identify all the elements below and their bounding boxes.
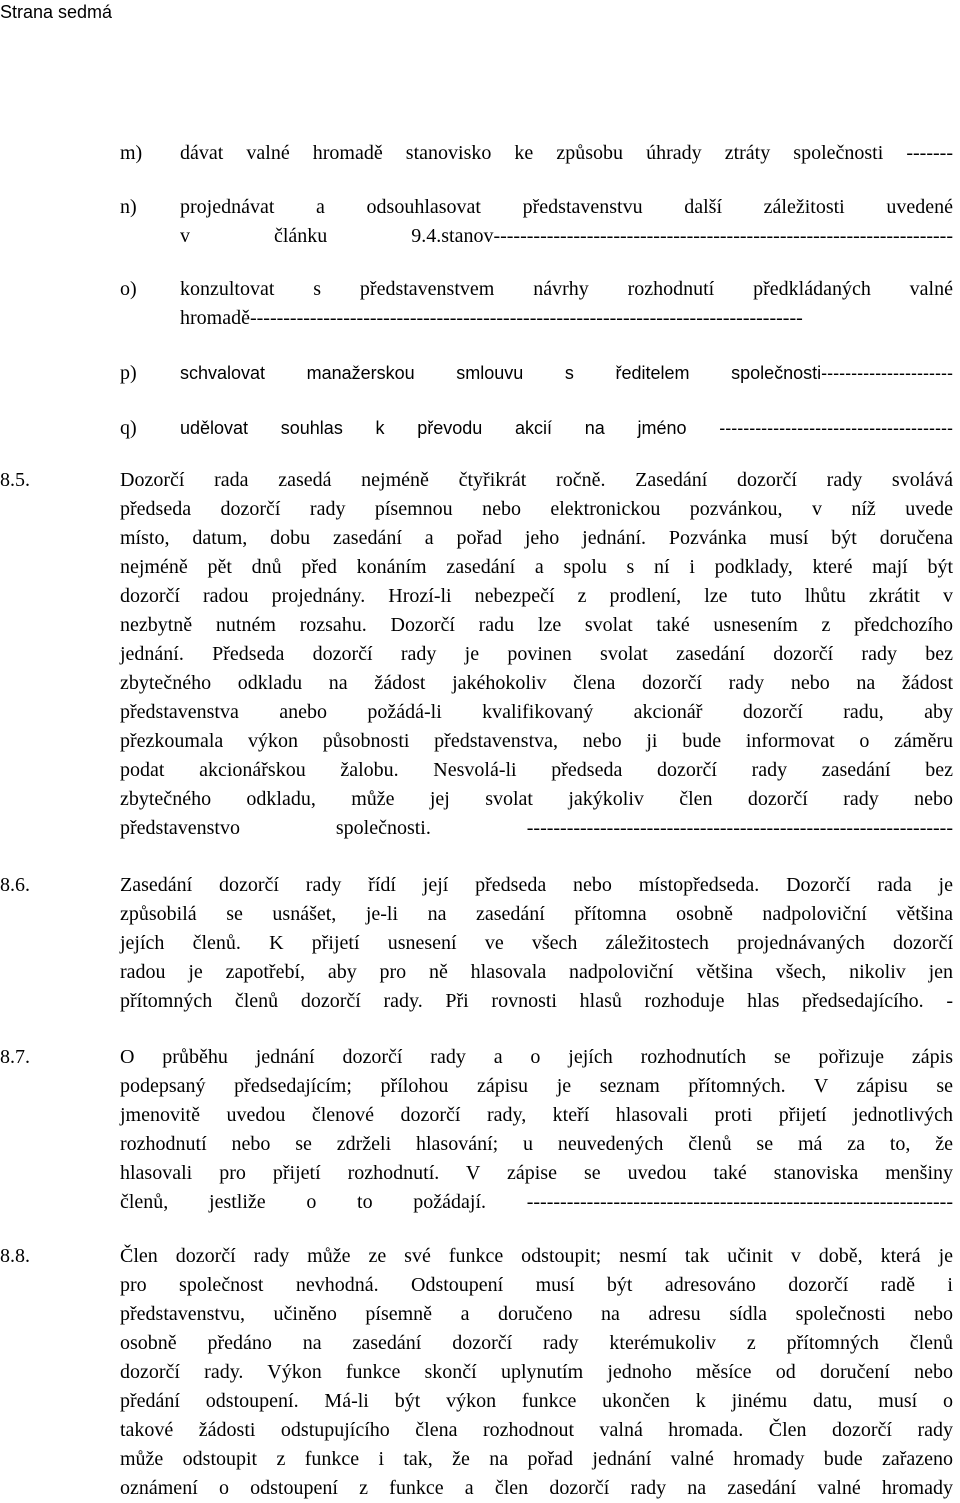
list-item-text: schvalovat manažerskou smlouvu s ředitelem společnosti---------------------- (180, 363, 953, 383)
section-text: O průběhu jednání dozorčí rady a o jejích rozhodnutích se pořizuje zápis podepsaný předsedajícím; přílohou zápisu je seznam přítomných. V zápisu se jmenovitě uvedou členové dozorčí rady, kteří hlasovali proti přijetí jednotlivých rozhodnutí nebo se zdrželi hlasování; u neuvedených členů se má za to, že hlasovali pro přijetí rozhodnutí. V zápise se uvedou také stanoviska menšiny členů, jestliže o to požádají. ---------------------------------------------------------------- (120, 1046, 953, 1213)
list-item-n (0, 193, 960, 251)
section-8-5 (0, 466, 960, 843)
list-item-label: o) (120, 278, 137, 300)
list-item-text: dávat valné hromadě stanovisko ke způsobu úhrady ztráty společnosti ------- (180, 142, 953, 164)
list-item-label: q) (120, 417, 137, 439)
section-8-7 (0, 1043, 960, 1217)
list-item-label: p) (120, 362, 137, 384)
section-8-6 (0, 871, 960, 1016)
section-text: Zasedání dozorčí rady řídí její předseda nebo místopředseda. Dozorčí rada je způsobilá se usnášet, je-li na zasedání přítomna osobně nadpoloviční většina jejích členů. K přijetí usnesení ve všech záležitostech projednávaných dozorčí radou je zapotřebí, aby pro ně hlasovala nadpoloviční většina všech, nikoliv jen přítomných členů dozorčí rady. Při rovnosti hlasů rozhoduje hlas předsedajícího. - (120, 874, 953, 1012)
list-item-text: konzultovat s představenstvem návrhy rozhodnutí předkládaných valné hromadě----------------------------------------------------------------------------------- (180, 278, 953, 329)
list-item-text: projednávat a odsouhlasovat představenstvu další záležitosti uvedené v článku 9.4.stanov--------------------------------------------------------------------- (180, 196, 953, 247)
section-8-8 (0, 1242, 960, 1503)
list-item-m (0, 139, 960, 168)
page-header: Strana sedmá (0, 2, 113, 22)
list-item-o (0, 275, 960, 333)
section-text: Dozorčí rada zasedá nejméně čtyřikrát ročně. Zasedání dozorčí rady svolává předseda dozorčí rady písemnou nebo elektronickou pozvánkou, v níž uvede místo, datum, dobu zasedání a pořad jeho jednání. Pozvánka musí být doručena nejméně pět dnů před konáním zasedání a spolu s ní i podklady, které mají být dozorčí radou projednány. Hrozí-li nebezpečí z prodlení, lze tuto lhůtu zkrátit v nezbytně nutném rozsahu. Dozorčí radu lze svolat také usnesením z předchozího jednání. Předseda dozorčí rady je povinen svolat zasedání dozorčí rady bez zbytečného odkladu na žádost jakéhokoliv člena dozorčí rady nebo na žádost představenstva anebo požádá-li kvalifikovaný akcionář dozorčí radu, aby přezkoumala výkon působnosti představenstva, nebo ji bude informovat o záměru podat akcionářskou žalobu. Nesvolá-li předseda dozorčí rady zasedání bez zbytečného odkladu, může jej svolat jakýkoliv člen dozorčí rady nebo představenstvo společnosti. ---------------------------------------------------------------- (120, 469, 953, 839)
list-item-text: udělovat souhlas k převodu akcií na jméno --------------------------------------- (180, 418, 953, 438)
list-item-label: n) (120, 196, 137, 218)
section-number: 8.6. (0, 874, 30, 896)
section-text: Člen dozorčí rady může ze své funkce odstoupit; nesmí tak učinit v době, která je pro společnost nevhodná. Odstoupení musí být adresováno dozorčí radě i představenstvu, učiněno písemně a doručeno na adresu sídla společnosti nebo osobně předáno na zasedání dozorčí rady kterémukoliv z přítomných členů dozorčí rady. Výkon funkce skončí uplynutím jednoho měsíce od doručení nebo předání odstoupení. Má-li být výkon funkce ukončen k jinému datu, musí o takové žádosti odstupujícího člena rozhodnout valná hromada. Člen dozorčí rady může odstoupit z funkce i tak, že na pořad jednání valné hromady bude zařazeno oznámení o odstoupení z funkce a člen dozorčí rady na zasedání valné hromady (120, 1245, 953, 1499)
list-item-label: m) (120, 142, 143, 164)
section-number: 8.7. (0, 1046, 30, 1068)
section-number: 8.5. (0, 469, 30, 491)
section-number: 8.8. (0, 1245, 30, 1267)
list-item-q (0, 414, 960, 443)
list-item-p (0, 359, 960, 388)
